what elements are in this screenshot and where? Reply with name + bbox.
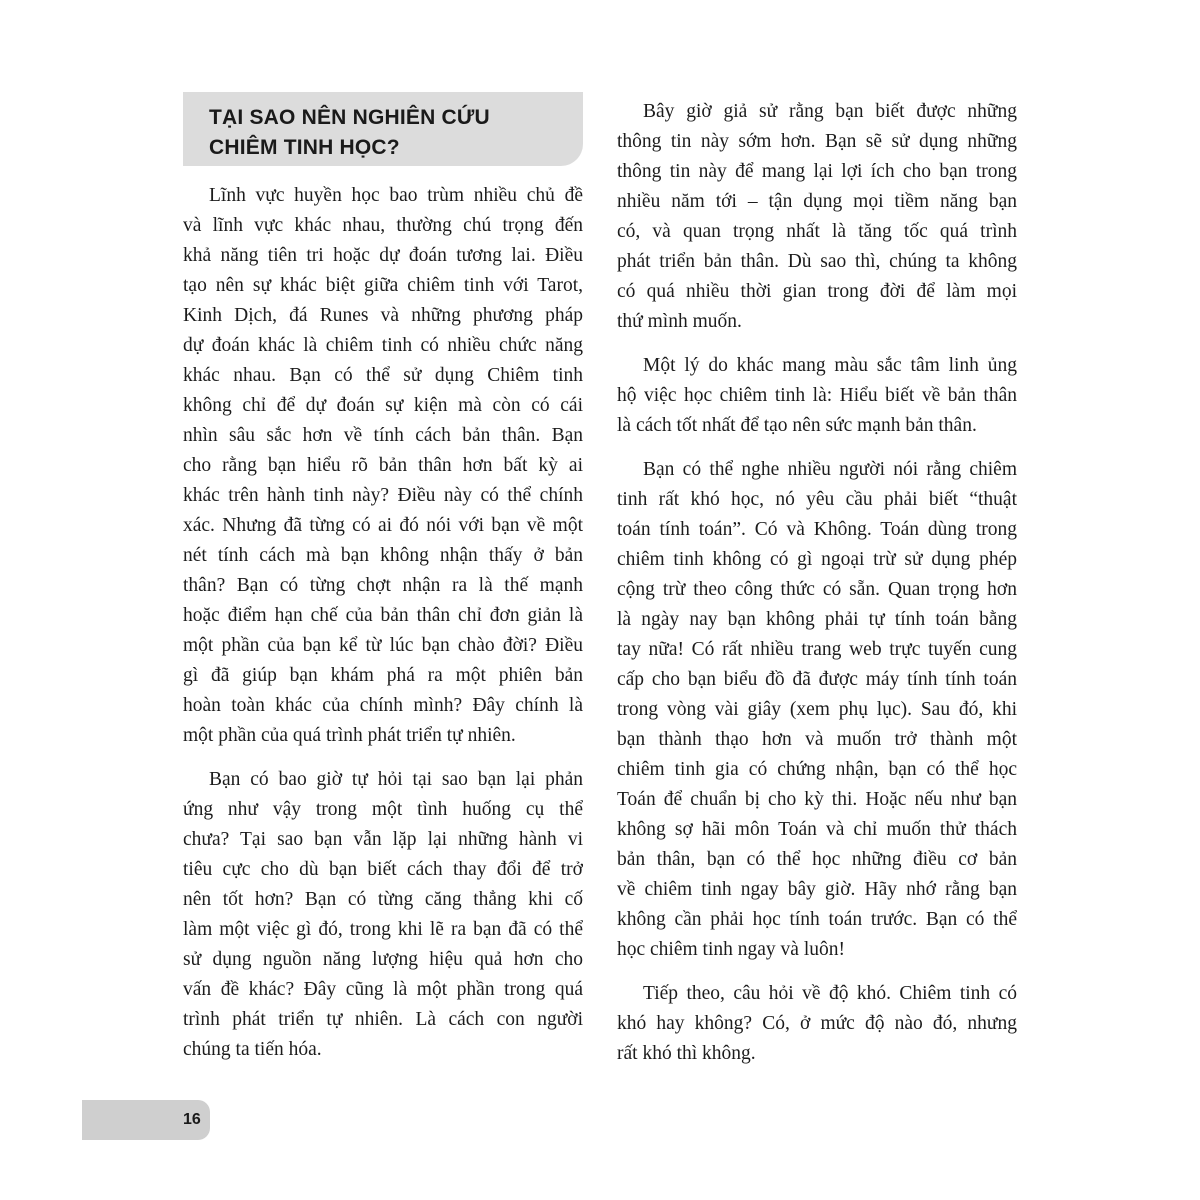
text-line: Tiếp theo, câu hỏi về độ khó. Chiêm tinh có — [643, 983, 1017, 1004]
paragraph — [617, 979, 1017, 1069]
text-line: tạo nên sự khác biệt giữa chiêm tinh với Tarot, — [183, 275, 583, 296]
text-line: nét tính cách mà bạn không nhận thấy ở bản — [183, 545, 583, 566]
text-line: về chiêm tinh ngay bây giờ. Hãy nhớ rằng bạn — [617, 879, 1017, 900]
paragraph — [617, 351, 1017, 441]
text-line: cộng trừ theo công thức có sẵn. Quan trọng hơn — [617, 579, 1017, 600]
text-line: khả năng tiên tri hoặc dự đoán tương lai. Điều — [183, 245, 583, 266]
text-line: Bạn có bao giờ tự hỏi tại sao bạn lại phản — [209, 769, 583, 790]
text-line: có, và quan trọng nhất là tăng tốc quá trình — [617, 221, 1017, 242]
text-line: là cách tốt nhất để tạo nên sức mạnh bản thân. — [617, 415, 977, 436]
section-heading-box — [183, 92, 583, 166]
text-line: chiêm tinh gia có chứng nhận, bạn có thể học — [617, 759, 1017, 780]
text-line: Lĩnh vực huyền học bao trùm nhiều chủ đề — [209, 185, 583, 206]
text-line: Một lý do khác mang màu sắc tâm linh ủng — [643, 355, 1017, 376]
text-line: gì đã giúp bạn khám phá ra một phiên bản — [183, 665, 583, 686]
paragraph — [617, 97, 1017, 337]
left-text-column — [183, 181, 583, 1079]
text-line: làm một việc gì đó, trong khi lẽ ra bạn đã có thể — [183, 919, 583, 940]
text-line: sử dụng nguồn năng lượng hiệu quả hơn cho — [183, 949, 583, 970]
page-number-tab — [82, 1100, 210, 1140]
text-line: thứ mình muốn. — [617, 311, 742, 332]
text-line: nhìn sâu sắc hơn về tính cách bản thân. Bạn — [183, 425, 583, 446]
text-line: Toán để chuẩn bị cho kỳ thi. Hoặc nếu như bạn — [617, 789, 1017, 810]
paragraph — [183, 181, 583, 751]
text-line: thông tin này sớm hơn. Bạn sẽ sử dụng những — [617, 131, 1017, 152]
text-line: dự đoán khác là chiêm tinh có nhiều chức năng — [183, 335, 583, 356]
text-line: Bạn có thể nghe nhiều người nói rằng chiêm — [643, 459, 1017, 480]
paragraph — [617, 455, 1017, 965]
text-line: và lĩnh vực khác nhau, thường chú trọng đến — [183, 215, 583, 236]
text-line: không sợ hãi môn Toán và chỉ muốn thử thách — [617, 819, 1017, 840]
text-line: rất khó thì không. — [617, 1043, 756, 1064]
text-line: có quá nhiều thời gian trong đời để làm mọi — [617, 281, 1017, 302]
text-line: ứng như vậy trong một tình huống cụ thể — [183, 799, 583, 820]
text-line: hoặc điểm hạn chế của bản thân chỉ đơn giản là — [183, 605, 583, 626]
text-line: khác nhau. Bạn có thể sử dụng Chiêm tinh — [183, 365, 583, 386]
text-line: phát triển bản thân. Dù sao thì, chúng ta không — [617, 251, 1017, 272]
text-line: hộ việc học chiêm tinh là: Hiểu biết về bản thân — [617, 385, 1017, 406]
right-text-column — [617, 97, 1017, 1083]
text-line: chúng ta tiến hóa. — [183, 1039, 322, 1060]
text-line: trong vòng vài giây (xem phụ lục). Sau đó, khi — [617, 699, 1017, 720]
text-line: hoàn toàn khác của chính mình? Đây chính là — [183, 695, 583, 716]
text-line: trình phát triển tự nhiên. Là cách con người — [183, 1009, 583, 1030]
text-line: tay nữa! Có rất nhiều trang web trực tuyến cung — [617, 639, 1017, 660]
text-line: không chỉ để dự đoán sự kiện mà còn có cái — [183, 395, 583, 416]
text-line: cấp cho bạn biểu đồ đã được máy tính tính toán — [617, 669, 1017, 690]
text-line: khó hay không? Có, ở mức độ nào đó, nhưng — [617, 1013, 1017, 1034]
paragraph — [183, 765, 583, 1065]
text-line: khác trên hành tinh này? Điều này có thể chính — [183, 485, 583, 506]
text-line: tinh rất khó học, nó yêu cầu phải biết “thuật — [617, 489, 1017, 510]
text-line: chiêm tinh không có gì ngoại trừ sử dụng phép — [617, 549, 1017, 570]
text-line: bản thân, bạn có thể học những điều cơ bản — [617, 849, 1017, 870]
page-number: 16 — [183, 1111, 201, 1128]
text-line: chưa? Tại sao bạn vẫn lặp lại những hành vi — [183, 829, 583, 850]
text-line: vấn đề khác? Đây cũng là một phần trong quá — [183, 979, 583, 1000]
text-line: xác. Nhưng đã từng có ai đó nói với bạn về một — [183, 515, 583, 536]
text-line: một phần của bạn kể từ lúc bạn chào đời? Điều — [183, 635, 583, 656]
text-line: một phần của quá trình phát triển tự nhiên. — [183, 725, 516, 746]
text-line: không cần phải học tính toán trước. Bạn có thể — [617, 909, 1017, 930]
text-line: bạn thành thạo hơn và muốn trở thành một — [617, 729, 1017, 750]
text-line: Bây giờ giả sử rằng bạn biết được những — [643, 101, 1017, 122]
text-line: Kinh Dịch, đá Runes và những phương pháp — [183, 305, 583, 326]
section-heading-line-1: TẠI SAO NÊN NGHIÊN CỨU — [209, 106, 490, 129]
text-line: thông tin này để mang lại lợi ích cho bạn trong — [617, 161, 1017, 182]
text-line: nên tốt hơn? Bạn có từng căng thẳng khi cố — [183, 889, 583, 910]
text-line: học chiêm tinh ngay và luôn! — [617, 939, 845, 960]
text-line: toán tính toán”. Có và Không. Toán dùng trong — [617, 519, 1017, 540]
text-line: nhiều năm tới – tận dụng mọi tiềm năng bạn — [617, 191, 1017, 212]
section-heading-line-2: CHIÊM TINH HỌC? — [209, 136, 400, 159]
text-line: là ngày nay bạn không phải tự tính toán bằng — [617, 609, 1017, 630]
text-line: thân? Bạn có từng chợt nhận ra là thế mạnh — [183, 575, 583, 596]
text-line: tiêu cực cho dù bạn biết cách thay đổi để trở — [183, 859, 583, 880]
text-line: cho rằng bạn hiểu rõ bản thân hơn bất kỳ ai — [183, 455, 583, 476]
